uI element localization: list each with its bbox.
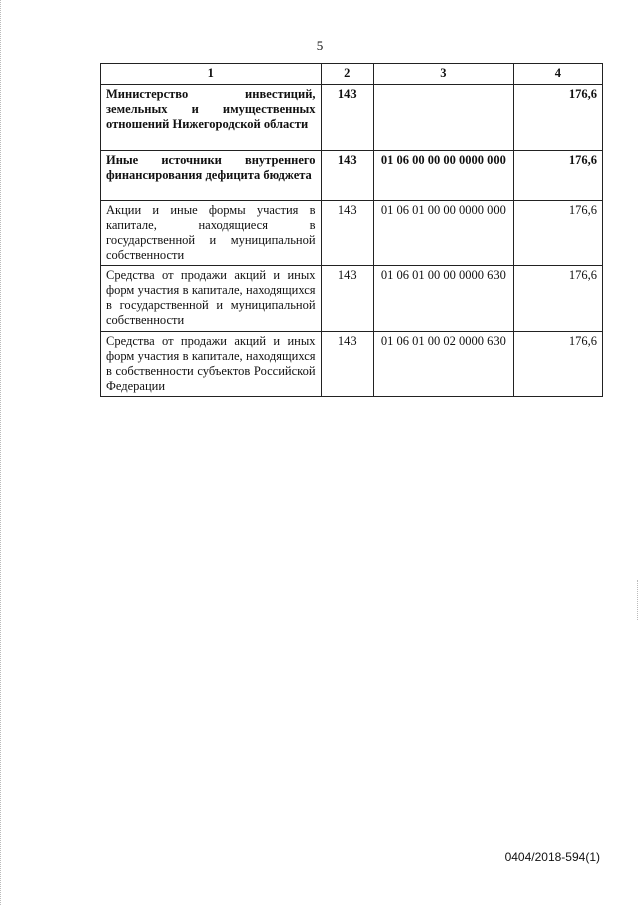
row-code-classifier: 01 06 00 00 00 0000 000 [374,151,514,201]
row-amount: 176,6 [513,85,602,151]
row-amount: 176,6 [513,266,602,332]
row-code-admin: 143 [321,266,374,332]
table-row [101,332,603,397]
row-code-admin: 143 [321,201,374,266]
row-code-classifier: 01 06 01 00 02 0000 630 [374,332,514,397]
row-amount: 176,6 [513,201,602,266]
scan-edge-left [0,0,3,905]
row-code-classifier: 01 06 01 00 00 0000 000 [374,201,514,266]
table-row [101,151,603,201]
row-code-classifier: 01 06 01 00 00 0000 630 [374,266,514,332]
table-row [101,85,603,151]
row-code-admin: 143 [321,85,374,151]
row-name: Министерство инвестиций, земельных и имущественных отношений Нижегородской области [101,85,322,151]
row-name: Средства от продажи акций и иных форм участия в капитале, находящихся в собственности субъектов Российской Федерации [101,332,322,397]
row-name: Акции и иные формы участия в капитале, находящиеся в государственной и муниципальной собственности [101,201,322,266]
table-row [101,201,603,266]
table-header-row [101,64,603,85]
column-header-3: 3 [374,64,514,85]
row-amount: 176,6 [513,151,602,201]
row-amount: 176,6 [513,332,602,397]
table-row [101,266,603,332]
column-header-4: 4 [513,64,602,85]
row-name: Средства от продажи акций и иных форм участия в капитале, находящихся в государственной и муниципальной собственности [101,266,322,332]
row-code-classifier [374,85,514,151]
row-name: Иные источники внутреннего финансирования дефицита бюджета [101,151,322,201]
row-code-admin: 143 [321,151,374,201]
column-header-1: 1 [101,64,322,85]
budget-table [100,63,603,397]
page-number: 5 [316,38,324,53]
column-header-2: 2 [321,64,374,85]
scan-edge-right [637,580,639,620]
document-code: 0404/2018-594(1) [504,850,600,864]
row-code-admin: 143 [321,332,374,397]
